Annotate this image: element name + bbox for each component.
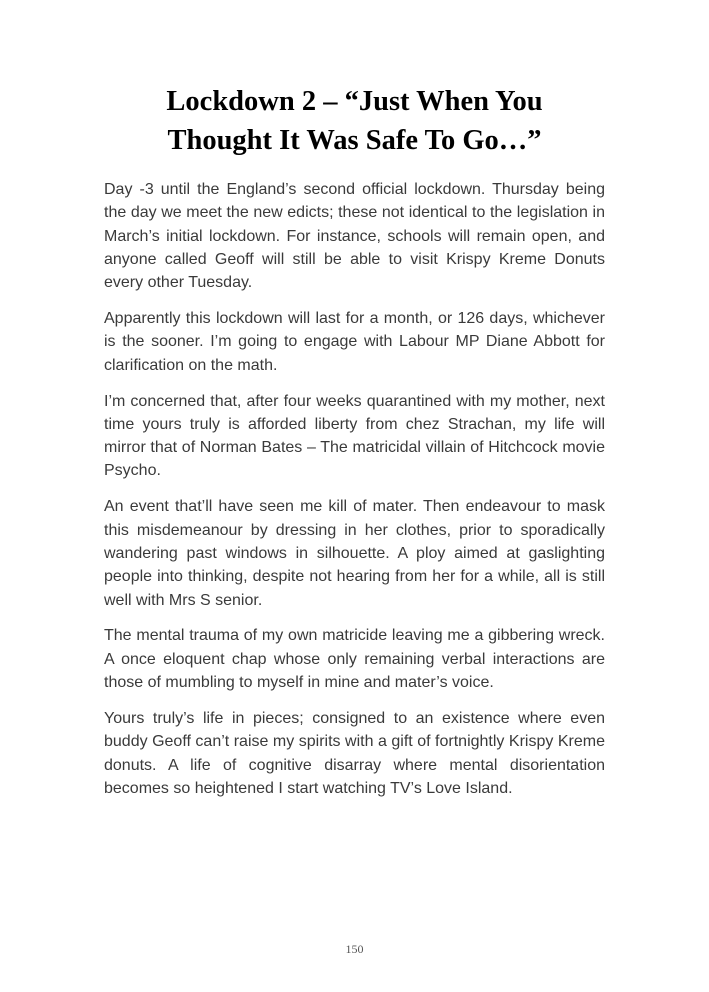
- chapter-title-line-2: Thought It Was Safe To Go…”: [167, 125, 542, 156]
- paragraph-5: The mental trauma of my own matricide leaving me a gibbering wreck. A once eloquent chap whose only remaining verbal interactions are those of mumbling to myself in mine and mater’s voice.: [104, 627, 605, 692]
- paragraph-2: Apparently this lockdown will last for a month, or 126 days, whichever is the sooner. I’m going to engage with Labour MP Diane Abbott for clarification on the math.: [104, 310, 605, 374]
- paragraph-3: I’m concerned that, after four weeks quarantined with my mother, next time yours truly is afforded liberty from chez Strachan, my life will mirror that of Norman Bates – The matricidal villain of Hitchcock movie Psycho.: [104, 392, 605, 480]
- paragraph-6: Yours truly’s life in pieces; consigned to an existence where even buddy Geoff can’t raise my spirits with a gift of fortnightly Krispy Kreme donuts. A life of cognitive disarray where mental disorientation becomes so heightened I start watching TV’s Love Island.: [104, 709, 605, 797]
- paragraph-4: An event that’ll have seen me kill of mater. Then endeavour to mask this misdemeanour by dressing in her clothes, prior to sporadically wandering past windows in silhouette. A ploy aimed at gaslighting people into thinking, despite not hearing from her for a while, all is still well with Mrs S senior.: [104, 498, 605, 609]
- body-text: [104, 178, 605, 813]
- paragraph-1: Day -3 until the England’s second official lockdown. Thursday being the day we meet the new edicts; these not identical to the legislation in March’s initial lockdown. For instance, schools will remain open, and anyone called Geoff will still be able to visit Krispy Kreme Donuts every other Tuesday.: [104, 181, 605, 292]
- chapter-title-line-1: Lockdown 2 – “Just When You: [166, 86, 543, 117]
- chapter-title: [104, 82, 605, 160]
- page-number: 150: [345, 942, 364, 956]
